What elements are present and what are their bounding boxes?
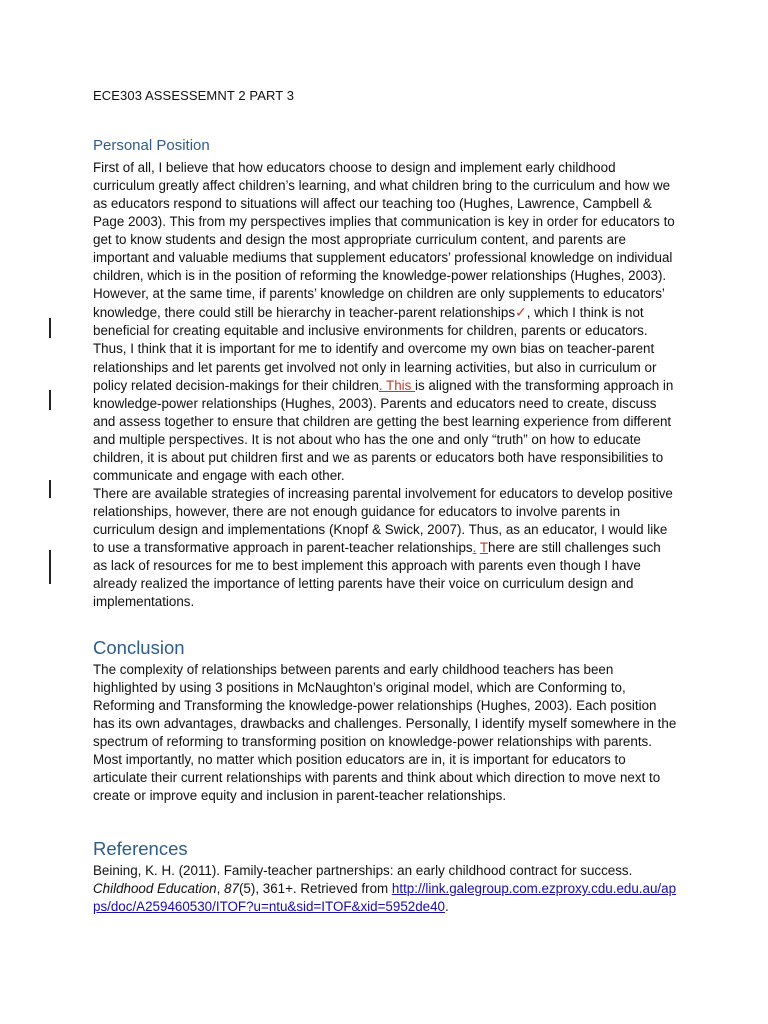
personal-position-paragraph-1 — [93, 159, 678, 485]
reference-journal: Childhood Education — [93, 881, 217, 897]
reference-text: (5), 361+. Retrieved from — [238, 881, 392, 897]
paragraph-text: is aligned with the transforming approach in knowledge-power relationships (Hughes, 2003). Parents and educators need to create, discuss and assess together to ensure that children are getting the best learning experience from different and multiple perspectives. It is not about who has the one and only “truth” on how to educate children, it is about put children first and we as parents or educators both have responsibilities to communicate and engage with each other. — [93, 377, 674, 483]
personal-position-heading: Personal Position — [93, 137, 210, 154]
revision-bar — [49, 480, 51, 498]
checkmark-annotation: ✓ — [515, 304, 527, 321]
references-section — [93, 862, 678, 916]
reference-text: . — [445, 899, 449, 915]
reference-text: , — [216, 881, 225, 897]
conclusion-heading: Conclusion — [93, 637, 185, 658]
conclusion-section — [93, 661, 678, 805]
reference-volume: 87 — [224, 881, 239, 897]
paragraph-text: There are available strategies of increasing parental involvement for educators to develop positive relationships, however, there are not enough guidance for educators to involve parents in curriculum design and implementations (Knopf & Swick, 2007). Thus, as an educator, I would like to use a transformative approach in parent-teacher relationships — [93, 485, 673, 555]
reference-entry — [93, 862, 678, 916]
tracked-change-insertion: . — [472, 539, 477, 555]
reference-url-link[interactable]: http://link.galegroup.com.ezproxy.cdu.edu.au/apps/doc/A259460530/ITOF?u=ntu&sid=ITOF&xid=5952de40 — [93, 881, 677, 915]
personal-position-section — [93, 159, 678, 611]
paragraph-text: , which I think is not beneficial for creating equitable and inclusive environments for children, parents or educators. Thus, I think that it is important for me to identify and overcome my own bias on teacher-parent relationships and let parents get involved not only in learning activities, but also in curriculum or policy related decision-makings for their children — [93, 305, 657, 393]
conclusion-paragraph: The complexity of relationships between parents and early childhood teachers has been highlighted by using 3 positions in McNaughton’s original model, which are Conforming to, Reforming and Transforming the knowledge-power relationships (Hughes, 2003). Each position has its own advantages, drawbacks and challenges. Personally, I identify myself somewhere in the spectrum of reforming to transforming position on knowledge-power relationships with parents. Most importantly, no matter which position educators are in, it is important for educators to articulate their current relationships with parents and think about which direction to move next to create or improve equity and inclusion in parent-teacher relationships. — [93, 662, 677, 804]
revision-bar — [49, 550, 51, 584]
reference-text: Beining, K. H. (2011). Family-teacher partnerships: an early childhood contract for success. — [93, 863, 633, 878]
tracked-change-insertion: T — [479, 539, 489, 555]
document-title: ECE303 ASSESSEMNT 2 PART 3 — [93, 88, 295, 103]
paragraph-text: First of all, I believe that how educators choose to design and implement early childhood curriculum greatly affect children’s learning, and what children bring to the curriculum and how we as educators respond to situations will affect our teaching too (Hughes, Lawrence, Campbell & Page 2003). This from my perspectives implies that communication is key in order for educators to get to know students and design the most appropriate curriculum content, and parents are important and valuable mediums that supplement educators’ professional knowledge on individual children, which is in the position of reforming the knowledge-power relationships (Hughes, 2003). However, at the same time, if parents’ knowledge on children are only supplements to educators’ knowledge, there could still be hierarchy in teacher-parent relationships — [93, 160, 675, 321]
revision-bar — [49, 318, 51, 338]
references-heading: References — [93, 838, 188, 859]
tracked-change-insertion: . This — [378, 377, 416, 393]
revision-bar — [49, 390, 51, 410]
paragraph-text: here are still challenges such as lack of resources for me to best implement this approach with parents even though I have already realized the importance of letting parents have their voice on curriculum design and implementations. — [93, 539, 661, 610]
personal-position-paragraph-2 — [93, 485, 678, 611]
